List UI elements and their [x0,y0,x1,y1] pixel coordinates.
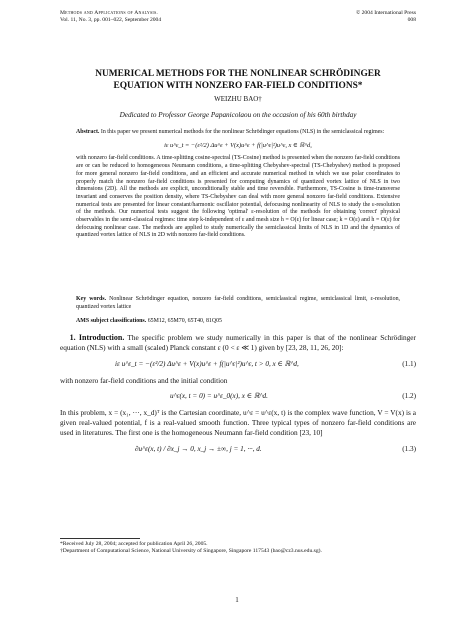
copyright-notice: © 2004 International Press [355,10,416,16]
abstract-text-1: In this paper we present numerical methods for the nonlinear Schrödinger equations (NLS) in the semiclassical regimes: [100,129,385,135]
volume-line: Vol. 11, No. 3, pp. 001–022, September 2004 [60,17,162,23]
keywords [76,296,400,311]
title-line-1: NUMERICAL METHODS FOR THE NONLINEAR SCHRÖDINGER [95,69,381,79]
equation-1-1-body: iε u^ε_t = −(ε²/2) Δu^ε + V(x)u^ε + f(|u^ε|²)u^ε, t > 0, x ∈ ℝ^d, [115,359,299,368]
title-line-2: EQUATION WITH NONZERO FAR-FIELD CONDITIONS* [113,81,363,91]
article-code: 008 [407,17,416,23]
equation-1-3 [60,439,416,461]
equation-1-2 [60,386,416,408]
journal-name: Methods and Applications of Analysis. [60,10,158,16]
ams-heading: AMS subject classifications. [76,318,147,324]
dedication: Dedicated to Professor George Papanicolaou on the occasion of his 60th birthday [119,111,357,119]
keywords-heading: Key words. [76,296,107,302]
running-head-left [60,10,161,24]
intro-text-1: The specific problem we study numerically in this paper is that of the nonlinear Schrödinger equation (NLS) with a small (scaled) Planck constant ε (0 < ε ≪ 1) given by [23, 28, 11, 26, 20]: [60,333,416,353]
equation-1-1 [60,354,416,376]
section-introduction [60,333,416,461]
footnote-rule [60,538,140,539]
author-name: WEIZHU BAO† [214,95,262,103]
intro-text-2: with nonzero far-field conditions and the initial condition [60,375,228,385]
footnotes [60,534,416,555]
abstract-intro [76,129,400,137]
equation-1-2-body: u^ε(x, t = 0) = u^ε_0(x), x ∈ ℝ^d. [170,391,268,400]
equation-1-3-number: (1.3) [402,444,416,453]
intro-text-3: In this problem, x = (x₁, ···, x_d)ᵀ is the Cartesian coordinate, u^ε = u^ε(x, t) is the complex wave function, V = V(x) is a given real-valued potential, f is a real-valued smooth function. Three typical types of nonzero far-field conditions are used in literatures. The first one is the homogeneous Neumann far-field condition [23, 10] [60,407,416,438]
equation-1-1-number: (1.1) [402,359,416,368]
ams-text: 65M12, 65M70, 65T40, 81Q05 [147,318,222,324]
intro-paragraph-1 [60,333,416,354]
keywords-text: Nonlinear Schrödinger equation, nonzero far-field conditions, semiclassical regime, semiclassical limit, ε-resolution, quantized vortex lattice [76,296,400,310]
footnote-received: *Received July 28, 2004; accepted for publication April 26, 2005. [60,541,208,547]
equation-1-2-number: (1.2) [402,391,416,400]
paper-title [60,68,416,92]
abstract-text-2: with nonzero far-field conditions. A time-splitting cosine-spectral (TS-Cosine) method is presented when the nonzero far-field conditions are or can be reduced to homogeneous Neumann conditions, a time-splitting Chebyshev-spectral (TS-Chebyshev) method is proposed for more general nonzero far-field conditions, and an efficient and accurate numerical method in which we use polar coordinates to properly match the nonzero far-field conditions is presented for computing dynamics of quantized vortex lattice of NLS in two dimensions (2D). All the methods are explicit, unconditionally stable and time reversible. Furthermore, TS-Cosine is time-transverse invariant and conserves the position density, where TS-Chebyshev can deal with more general nonzero far-field conditions. Extensive numerical tests are presented for linear constant/harmonic oscillator potential, defocusing nonlinearity of NLS to study the ε-resolution of the methods. Our numerical tests suggest the following 'optimal' ε-resolution of the methods for obtaining 'correct' physical observables in the semi-classical regimes: time step k-independent of ε and mesh size h = O(ε) for linear case; k = O(ε) and h = O(ε) for defocusing nonlinear case. The methods are applied to study numerically the semiclassical limits of NLS in 1D and the dynamics of quantized vortex lattice of NLS in 2D with nonzero far-field conditions. [76,155,400,239]
equation-1-3-body: ∂u^ε(x, t) / ∂x_j → 0, x_j → ±∞, j = 1, ···, d. [135,444,262,453]
section-heading: 1. Introduction. [69,333,125,342]
running-head-right [356,10,416,24]
ams-classifications [76,318,400,324]
abstract-heading: Abstract. [76,129,100,135]
abstract-equation: iε u^ε_t = −(ε²/2) Δu^ε + V(x)u^ε + f(|u^ε|²)u^ε, x ∈ ℝ^d, [164,141,312,149]
page-number: 1 [235,596,239,604]
footnote-affiliation: †Department of Computational Science, National University of Singapore, Singapore 117543 (bao@cz3.nus.edu.sg). [60,547,322,554]
abstract [76,129,400,240]
